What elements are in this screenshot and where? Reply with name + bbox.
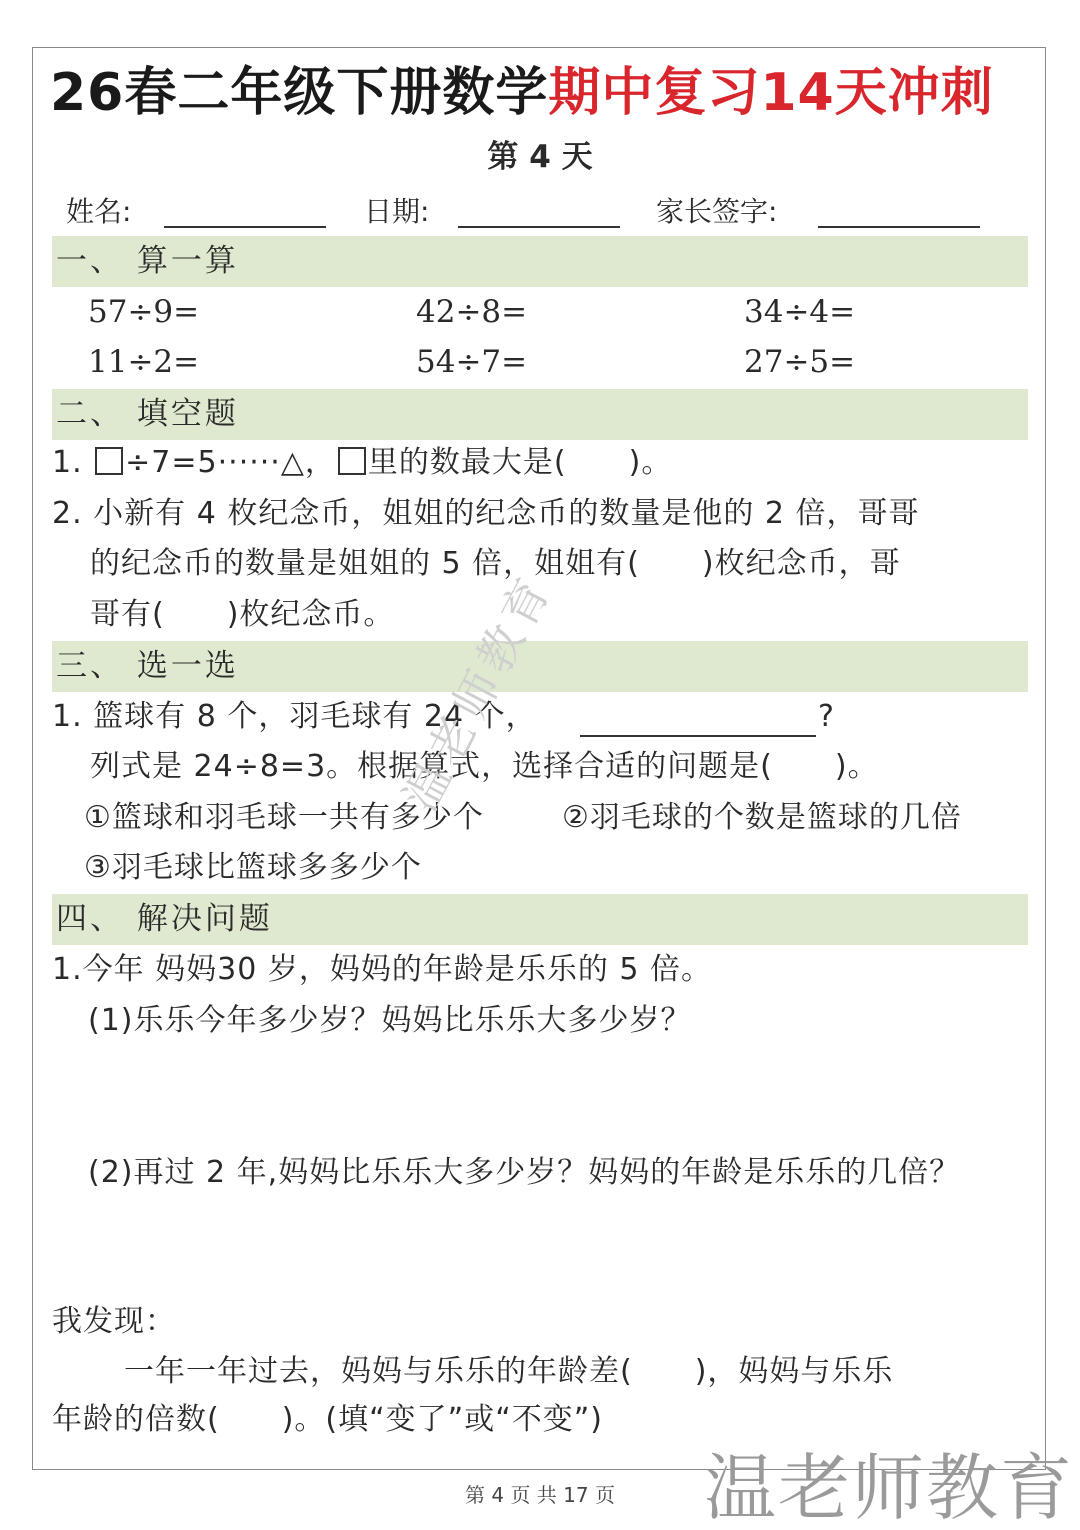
parent-sign-blank[interactable]: [818, 226, 980, 228]
choice-option: ②羽毛球的个数是篮球的几倍: [562, 800, 962, 835]
square-box-icon: [95, 447, 123, 475]
question-mark: ?: [818, 699, 835, 734]
page-footer: 第 4 页 共 17 页: [465, 1483, 615, 1507]
question-number: 1.: [52, 445, 83, 480]
choice-question-line: 1. 篮球有 8 个，羽毛球有 24 个，: [52, 699, 537, 734]
section-heading-1: 一、 算一算: [56, 243, 239, 279]
choice-option: ③羽毛球比篮球多多少个: [84, 850, 422, 885]
calc-problem: 11÷2=: [88, 344, 200, 380]
day-label: 第 4 天: [487, 139, 593, 175]
square-box-icon: [338, 447, 366, 475]
brand-logo-text: 温老师教育: [703, 1446, 1074, 1530]
choice-option: ①篮球和羽毛球一共有多少个: [84, 800, 484, 835]
title-main: 26春二年级下册数学: [50, 63, 549, 123]
discover-text: 一年一年过去，妈妈与乐乐的年龄差( )，妈妈与乐乐: [124, 1354, 894, 1389]
question-text: ÷7=5······△，: [125, 445, 336, 480]
fill-question-2-line: 的纪念币的数量是姐姐的 5 倍，姐姐有( )枚纪念币，哥: [90, 546, 901, 581]
name-label: 姓名:: [66, 195, 132, 228]
choice-question-line: 列式是 24÷8=3。根据算式，选择合适的问题是( )。: [90, 749, 879, 784]
calc-problem: 42÷8=: [416, 294, 528, 330]
name-blank[interactable]: [164, 226, 326, 228]
title-highlight: 期中复习14天冲刺: [548, 63, 994, 123]
worksheet-title: [50, 58, 994, 128]
fill-question-2-line: 哥有( )枚纪念币。: [90, 597, 395, 632]
question-text: 里的数最大是( )。: [367, 445, 673, 480]
discover-text: 年龄的倍数( )。(填“变了”或“不变”): [52, 1402, 603, 1437]
section-heading-4: 四、 解决问题: [56, 901, 273, 937]
word-problem-sub: (1)乐乐今年多少岁？妈妈比乐乐大多少岁？: [88, 1003, 692, 1038]
watermark: 温老师教育: [392, 564, 563, 820]
fill-question-2-line: 2. 小新有 4 枚纪念币，姐姐的纪念币的数量是他的 2 倍，哥哥: [52, 496, 920, 531]
calc-problem: 34÷4=: [744, 294, 856, 330]
section-heading-2: 二、 填空题: [56, 396, 239, 432]
parent-sign-label: 家长签字:: [656, 195, 778, 228]
discover-label: 我发现：: [52, 1304, 176, 1339]
section-heading-3: 三、 选一选: [56, 648, 239, 684]
word-problem: 1.今年 妈妈30 岁，妈妈的年龄是乐乐的 5 倍。: [52, 952, 713, 987]
date-label: 日期:: [364, 195, 430, 228]
calc-problem: 57÷9=: [88, 294, 200, 330]
calc-problem: 27÷5=: [744, 344, 856, 380]
fill-question-1: [52, 441, 672, 485]
word-problem-sub: (2)再过 2 年,妈妈比乐乐大多少岁？妈妈的年龄是乐乐的几倍？: [88, 1155, 961, 1190]
date-blank[interactable]: [458, 226, 620, 228]
calc-problem: 54÷7=: [416, 344, 528, 380]
question-blank[interactable]: [580, 735, 816, 737]
